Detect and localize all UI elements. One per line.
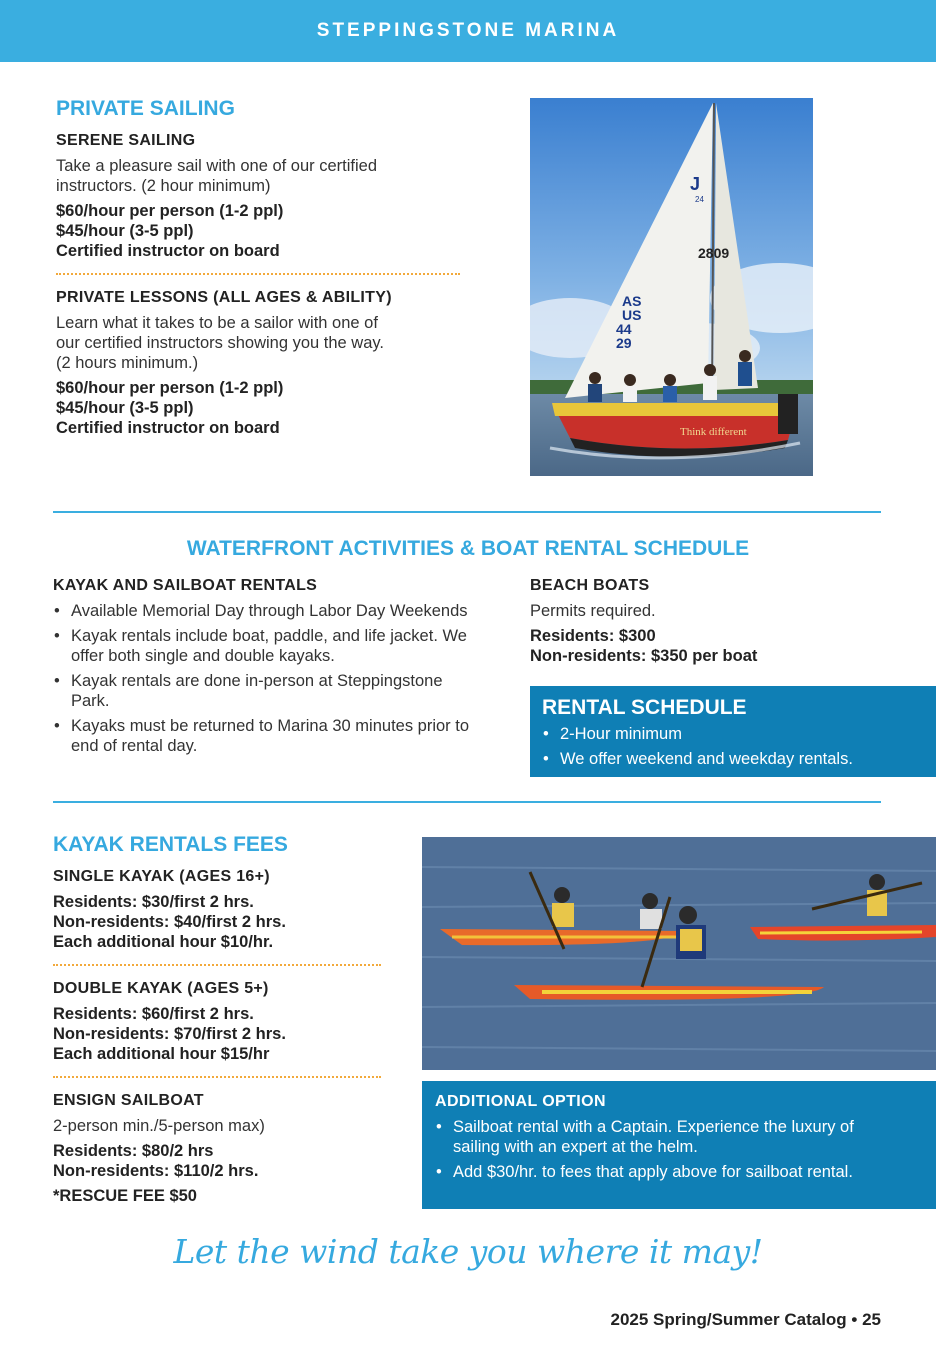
serene-desc-1: Take a pleasure sail with one of our certified — [56, 157, 378, 175]
sail-letter: J — [690, 174, 701, 194]
sail-num-2: 29 — [616, 335, 632, 351]
dotted-divider — [53, 1076, 381, 1078]
kayak-fees-section — [53, 832, 413, 1206]
list-item: • 2-Hour minimum — [542, 724, 924, 744]
kayak-fees-title: KAYAK RENTALS FEES — [53, 833, 288, 856]
hull-text: Think different — [680, 426, 747, 438]
sail-country-1: AS — [622, 293, 642, 309]
schedule-list — [542, 724, 924, 769]
dotted-divider — [56, 273, 460, 275]
sail-class: 24 — [695, 195, 704, 204]
single-kayak-line-3: Each additional hour $10/hr. — [53, 933, 274, 951]
private-sailing-section — [56, 96, 466, 438]
sailboat-illustration — [530, 98, 813, 476]
additional-option-box — [422, 1081, 936, 1209]
section-divider — [53, 511, 881, 513]
lessons-price-2: $45/hour (3-5 ppl) — [56, 399, 194, 417]
rental-schedule-title: RENTAL SCHEDULE — [542, 696, 747, 719]
list-item: • Add $30/hr. to fees that apply above for sailboat rental. — [435, 1162, 855, 1182]
sail-num-1: 44 — [616, 321, 632, 337]
list-item: • Kayak rentals include boat, paddle, and life jacket. We offer both single and double kayaks. — [53, 626, 473, 666]
list-item: • We offer weekend and weekday rentals. — [542, 749, 924, 769]
serene-price-2: $45/hour (3-5 ppl) — [56, 222, 194, 240]
additional-option-title: ADDITIONAL OPTION — [435, 1093, 606, 1110]
lessons-note: Certified instructor on board — [56, 419, 280, 437]
list-item: • Available Memorial Day through Labor Day Weekends — [53, 601, 473, 621]
private-lessons-title: PRIVATE LESSONS (ALL AGES & ABILITY) — [56, 289, 392, 306]
additional-option-list — [435, 1117, 855, 1182]
banner-title: STEPPINGSTONE MARINA — [316, 20, 620, 41]
ensign-line-1: Residents: $80/2 hrs — [53, 1142, 214, 1160]
beach-boats — [530, 577, 910, 666]
rescue-fee: *RESCUE FEE $50 — [53, 1187, 197, 1205]
kayak-sailboat-rentals — [53, 577, 473, 761]
lessons-desc-3: (2 hours minimum.) — [56, 354, 199, 372]
single-kayak-line-1: Residents: $30/first 2 hrs. — [53, 893, 254, 911]
ensign-sailboat-title: ENSIGN SAILBOAT — [53, 1092, 204, 1109]
lessons-desc-1: Learn what it takes to be a sailor with one of — [56, 314, 378, 332]
double-kayak-title: DOUBLE KAYAK (AGES 5+) — [53, 980, 269, 997]
sailboat-photo — [530, 98, 813, 476]
section-divider — [53, 801, 881, 803]
top-banner — [0, 0, 936, 62]
serene-note: Certified instructor on board — [56, 242, 280, 260]
waterfront-title: WATERFRONT ACTIVITIES & BOAT RENTAL SCHEDULE — [186, 537, 750, 560]
private-sailing-title: PRIVATE SAILING — [56, 97, 235, 120]
beach-boats-price-2: Non-residents: $350 per boat — [530, 647, 758, 665]
tagline: Let the wind take you where it may! — [173, 1232, 763, 1271]
list-item: • Kayaks must be returned to Marina 30 minutes prior to end of rental day. — [53, 716, 473, 756]
double-kayak-line-1: Residents: $60/first 2 hrs. — [53, 1005, 254, 1023]
serene-sailing-title: SERENE SAILING — [56, 132, 196, 149]
sail-country-2: US — [622, 307, 642, 323]
beach-boats-title: BEACH BOATS — [530, 577, 650, 594]
lessons-desc-2: our certified instructors showing you the way. — [56, 334, 385, 352]
serene-desc-2: instructors. (2 hour minimum) — [56, 177, 271, 195]
kayak-photo — [422, 837, 936, 1070]
single-kayak-line-2: Non-residents: $40/first 2 hrs. — [53, 913, 286, 931]
list-item: • Kayak rentals are done in-person at Steppingstone Park. — [53, 671, 473, 711]
ensign-line-2: Non-residents: $110/2 hrs. — [53, 1162, 259, 1180]
beach-boats-desc: Permits required. — [530, 602, 656, 620]
kayak-illustration — [422, 837, 936, 1070]
rentals-title: KAYAK AND SAILBOAT RENTALS — [53, 577, 318, 594]
dotted-divider — [53, 964, 381, 966]
rental-schedule-box — [530, 686, 936, 777]
page-footer: 2025 Spring/Summer Catalog • 25 — [610, 1310, 881, 1329]
double-kayak-line-2: Non-residents: $70/first 2 hrs. — [53, 1025, 286, 1043]
double-kayak-line-3: Each additional hour $15/hr — [53, 1045, 270, 1063]
ensign-desc: 2-person min./5-person max) — [53, 1117, 265, 1135]
list-item: • Sailboat rental with a Captain. Experience the luxury of sailing with an expert at the helm. — [435, 1117, 855, 1157]
rentals-list — [53, 601, 473, 756]
lessons-price-1: $60/hour per person (1-2 ppl) — [56, 379, 284, 397]
serene-price-1: $60/hour per person (1-2 ppl) — [56, 202, 284, 220]
sail-number: 2809 — [698, 245, 730, 261]
single-kayak-title: SINGLE KAYAK (AGES 16+) — [53, 868, 270, 885]
beach-boats-price-1: Residents: $300 — [530, 627, 656, 645]
